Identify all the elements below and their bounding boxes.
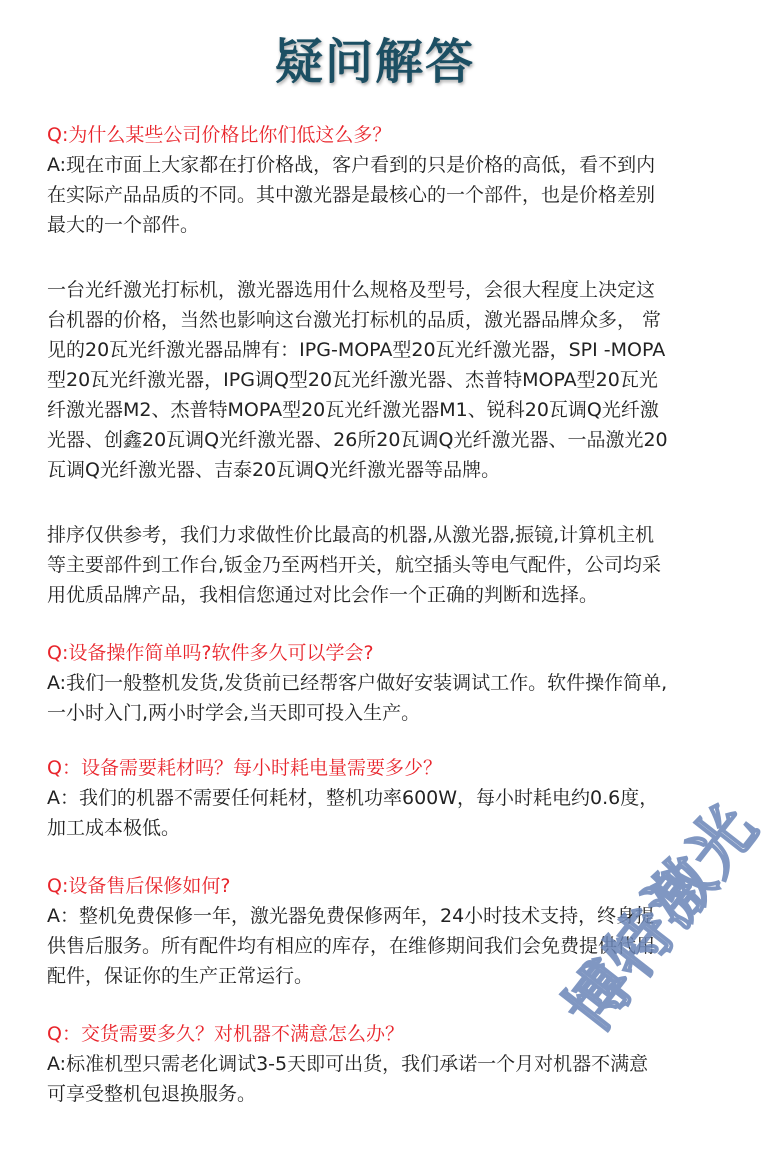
page-title: 疑问解答: [274, 34, 475, 90]
answer-price-line: 最大的一个部件。: [47, 214, 200, 236]
question-consumables: Q：设备需要耗材吗？每小时耗电量需要多少？: [47, 757, 442, 779]
answer-operation-line: A:我们一般整机发货,发货前已经帮客户做好安装调试工作。软件操作简单,: [47, 672, 668, 694]
paragraph-laser-brands-line: 台机器的价格，当然也影响这台激光打标机的品质，激光器品牌众多， 常: [47, 309, 662, 331]
paragraph-components-line: 排序仅供参考，我们力求做性价比最高的机器,从激光器,振镜,计算机主机: [47, 524, 655, 546]
answer-delivery-line: 可享受整机包退换服务。: [47, 1083, 257, 1105]
answer-delivery-line: A:标准机型只需老化调试3-5天即可出货，我们承诺一个月对机器不满意: [47, 1053, 649, 1075]
paragraph-laser-brands-line: 一台光纤激光打标机，激光器选用什么规格及型号，会很大程度上决定这: [47, 279, 656, 301]
answer-price-line: A:现在市面上大家都在打价格战，客户看到的只是价格的高低，看不到内: [47, 154, 656, 176]
paragraph-laser-brands-line: 型20瓦光纤激光器，IPG调Q型20瓦光纤激光器、杰普特MOPA型20瓦光: [47, 369, 658, 391]
watermark-logo: 博特激光: [551, 790, 773, 1045]
question-operation: Q:设备操作简单吗?软件多久可以学会?: [47, 642, 374, 664]
answer-price-line: 在实际产品品质的不同。其中激光器是最核心的一个部件，也是价格差别: [47, 184, 656, 206]
paragraph-laser-brands-line: 光器、创鑫20瓦调Q光纤激光器、26所20瓦调Q光纤激光器、一品激光20: [47, 429, 668, 451]
answer-consumables-line: A：我们的机器不需要任何耗材，整机功率600W，每小时耗电约0.6度，: [47, 787, 659, 809]
question-warranty: Q:设备售后保修如何?: [47, 875, 231, 897]
faq-content: [47, 120, 702, 1109]
answer-warranty-line: 配件，保证你的生产正常运行。: [47, 965, 314, 987]
answer-warranty-line: 供售后服务。所有配件均有相应的库存，在维修期间我们会免费提供代用: [47, 935, 656, 957]
paragraph-laser-brands-line: 见的20瓦光纤激光器品牌有：IPG-MOPA型20瓦光纤激光器，SPI -MOPA: [47, 339, 666, 361]
question-price: Q:为什么某些公司价格比你们低这么多？: [47, 124, 392, 146]
answer-warranty-line: A：整机免费保修一年，激光器免费保修两年，24小时技术支持，终身提: [47, 905, 655, 927]
paragraph-components-line: 用优质品牌产品，我相信您通过对比会作一个正确的判断和选择。: [47, 584, 599, 606]
answer-operation-line: 一小时入门,两小时学会,当天即可投入生产。: [47, 702, 421, 724]
question-delivery: Q：交货需要多久？对机器不满意怎么办？: [47, 1023, 404, 1045]
answer-consumables-line: 加工成本极低。: [47, 817, 181, 839]
paragraph-laser-brands-line: 瓦调Q光纤激光器、吉泰20瓦调Q光纤激光器等品牌。: [47, 459, 501, 481]
paragraph-components-line: 等主要部件到工作台,钣金乃至两档开关，航空插头等电气配件，公司均采: [47, 554, 662, 576]
paragraph-laser-brands-line: 纤激光器M2、杰普特MOPA型20瓦光纤激光器M1、锐科20瓦调Q光纤激: [47, 399, 659, 421]
